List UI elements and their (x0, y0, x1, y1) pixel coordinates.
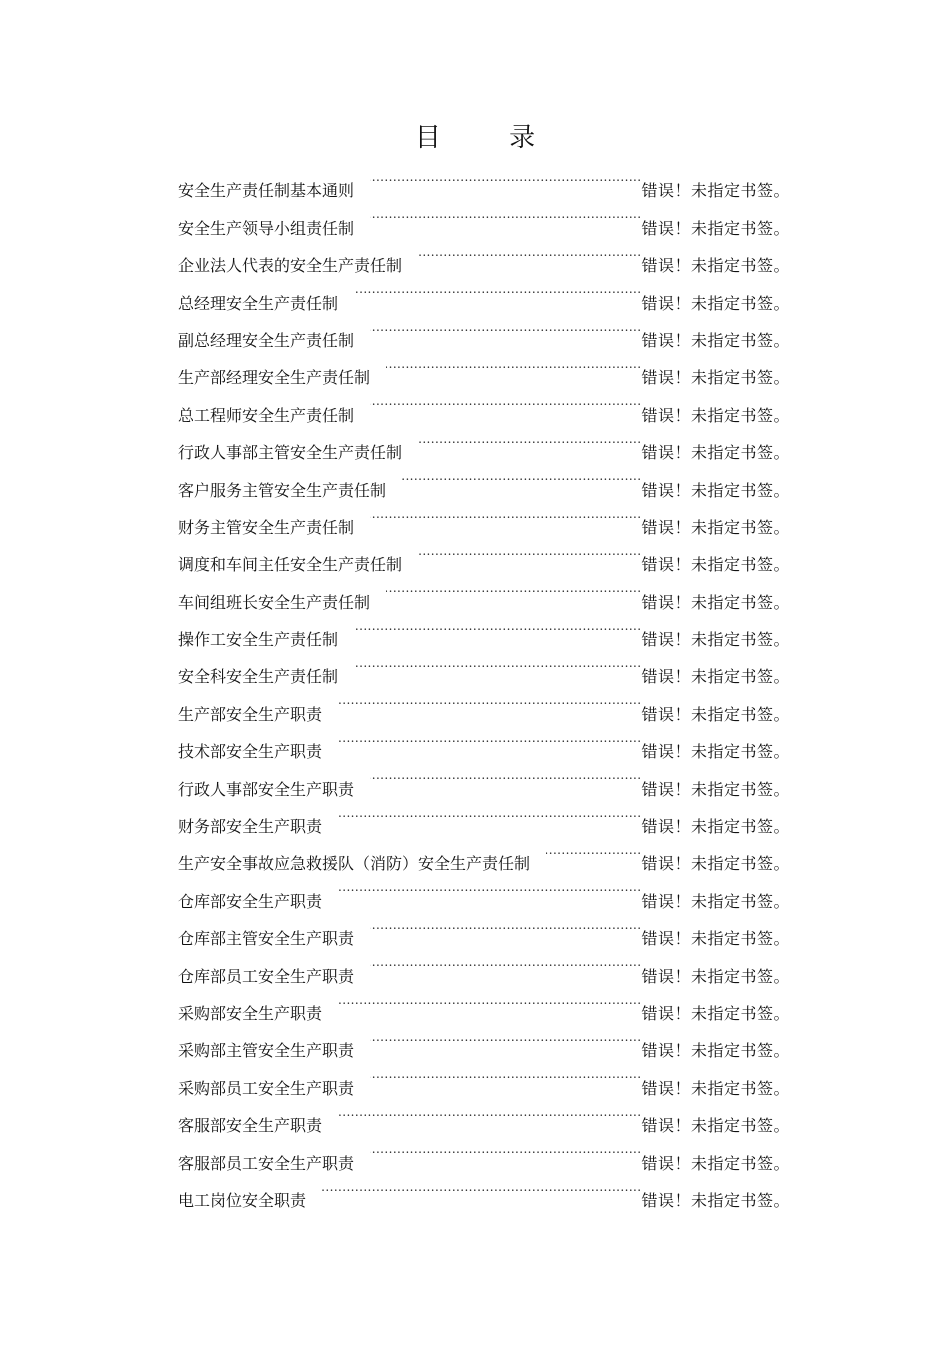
toc-entry-page-ref: 错误！未指定书签。 (641, 1153, 790, 1173)
toc-entry-heading: 安全生产领导小组责任制 (178, 218, 355, 238)
toc-entry-page-ref: 错误！未指定书签。 (641, 368, 790, 388)
toc-dot-leader (370, 309, 641, 346)
toc-entry-heading: 行政人事部安全生产职责 (178, 779, 355, 799)
toc-dot-leader (402, 458, 641, 495)
toc-dot-leader (354, 271, 641, 308)
toc-entry-page-ref: 错误！未指定书签。 (641, 891, 790, 911)
toc-entry-page-ref: 错误！未指定书签。 (641, 966, 790, 986)
toc-entry-heading: 采购部员工安全生产职责 (178, 1078, 355, 1098)
toc-entry-heading: 生产安全事故应急救援队（消防）安全生产责任制 (178, 854, 531, 874)
toc-entry-page-ref: 错误！未指定书签。 (641, 1116, 790, 1136)
toc-entry-heading: 总经理安全生产责任制 (178, 293, 339, 313)
toc-dot-leader (386, 346, 641, 383)
toc-entry-heading: 电工岗位安全职责 (178, 1190, 307, 1210)
toc-entry-page-ref: 错误！未指定书签。 (641, 1041, 790, 1061)
toc-dot-leader (338, 982, 641, 1019)
toc-dot-leader (322, 1169, 641, 1206)
toc-entry-page-ref: 错误！未指定书签。 (641, 330, 790, 350)
toc-entry-heading: 仓库部安全生产职责 (178, 891, 323, 911)
toc-entry-heading: 财务部安全生产职责 (178, 817, 323, 837)
toc-entry-page-ref: 错误！未指定书签。 (641, 630, 790, 650)
toc-dot-leader (370, 757, 641, 794)
toc-dot-leader (338, 869, 641, 906)
toc-entry-page-ref: 错误！未指定书签。 (641, 480, 790, 500)
toc-dot-leader (338, 795, 641, 832)
toc-dot-leader (370, 383, 641, 420)
toc-list (178, 159, 790, 1210)
toc-entry-page-ref: 错误！未指定书签。 (641, 704, 790, 724)
toc-entry-heading: 客户服务主管安全生产责任制 (178, 480, 387, 500)
toc-entry-page-ref: 错误！未指定书签。 (641, 555, 790, 575)
toc-entry-page-ref: 错误！未指定书签。 (641, 1003, 790, 1023)
toc-entry-page-ref: 错误！未指定书签。 (641, 1078, 790, 1098)
toc-entry-page-ref: 错误！未指定书签。 (641, 929, 790, 949)
toc-entry-page-ref: 错误！未指定书签。 (641, 742, 790, 762)
toc-dot-leader (418, 533, 641, 570)
toc-dot-leader (386, 570, 641, 607)
toc-entry-heading: 车间组班长安全生产责任制 (178, 592, 371, 612)
toc-dot-leader (370, 1131, 641, 1168)
toc-entry-heading: 采购部主管安全生产职责 (178, 1041, 355, 1061)
toc-entry-heading: 客服部安全生产职责 (178, 1116, 323, 1136)
toc-entry-page-ref: 错误！未指定书签。 (641, 779, 790, 799)
toc-entry-heading: 总工程师安全生产责任制 (178, 405, 355, 425)
toc-entry-page-ref: 错误！未指定书签。 (641, 218, 790, 238)
toc-dot-leader (338, 682, 641, 719)
toc-entry-page-ref: 错误！未指定书签。 (641, 1190, 790, 1210)
toc-entry-heading: 副总经理安全生产责任制 (178, 330, 355, 350)
toc-entry-heading: 生产部经理安全生产责任制 (178, 368, 371, 388)
toc-dot-leader (370, 196, 641, 233)
toc-entry-page-ref: 错误！未指定书签。 (641, 443, 790, 463)
toc-dot-leader (546, 832, 641, 869)
toc-entry-heading: 操作工安全生产责任制 (178, 630, 339, 650)
toc-title: 目 录 (414, 123, 566, 153)
toc-dot-leader (338, 1094, 641, 1131)
toc-entry-page-ref: 错误！未指定书签。 (641, 817, 790, 837)
toc-entry-heading: 客服部员工安全生产职责 (178, 1153, 355, 1173)
toc-entry-page-ref: 错误！未指定书签。 (641, 181, 790, 201)
toc-dot-leader (370, 907, 641, 944)
toc-dot-leader (370, 159, 641, 196)
toc-entry-heading: 生产部安全生产职责 (178, 704, 323, 724)
toc-entry-heading: 采购部安全生产职责 (178, 1003, 323, 1023)
toc-dot-leader (370, 1056, 641, 1093)
toc-entry[interactable] (178, 159, 790, 201)
toc-entry-heading: 安全科安全生产责任制 (178, 667, 339, 687)
toc-dot-leader (370, 1019, 641, 1056)
toc-entry-page-ref: 错误！未指定书签。 (641, 293, 790, 313)
toc-dot-leader (418, 421, 641, 458)
toc-entry-heading: 仓库部员工安全生产职责 (178, 966, 355, 986)
toc-entry-heading: 调度和车间主任安全生产责任制 (178, 555, 403, 575)
toc-entry-page-ref: 错误！未指定书签。 (641, 592, 790, 612)
toc-entry-heading: 行政人事部主管安全生产责任制 (178, 443, 403, 463)
toc-entry-heading: 企业法人代表的安全生产责任制 (178, 256, 403, 276)
toc-dot-leader (354, 645, 641, 682)
toc-dot-leader (370, 944, 641, 981)
toc-entry-page-ref: 错误！未指定书签。 (641, 256, 790, 276)
toc-dot-leader (370, 496, 641, 533)
toc-entry-page-ref: 错误！未指定书签。 (641, 854, 790, 874)
toc-entry-heading: 技术部安全生产职责 (178, 742, 323, 762)
toc-entry-heading: 安全生产责任制基本通则 (178, 181, 355, 201)
toc-entry-page-ref: 错误！未指定书签。 (641, 667, 790, 687)
toc-dot-leader (418, 234, 641, 271)
toc-entry-heading: 财务主管安全生产责任制 (178, 517, 355, 537)
toc-dot-leader (354, 608, 641, 645)
toc-dot-leader (338, 720, 641, 757)
toc-entry-heading: 仓库部主管安全生产职责 (178, 929, 355, 949)
toc-entry-page-ref: 错误！未指定书签。 (641, 405, 790, 425)
toc-entry-page-ref: 错误！未指定书签。 (641, 517, 790, 537)
